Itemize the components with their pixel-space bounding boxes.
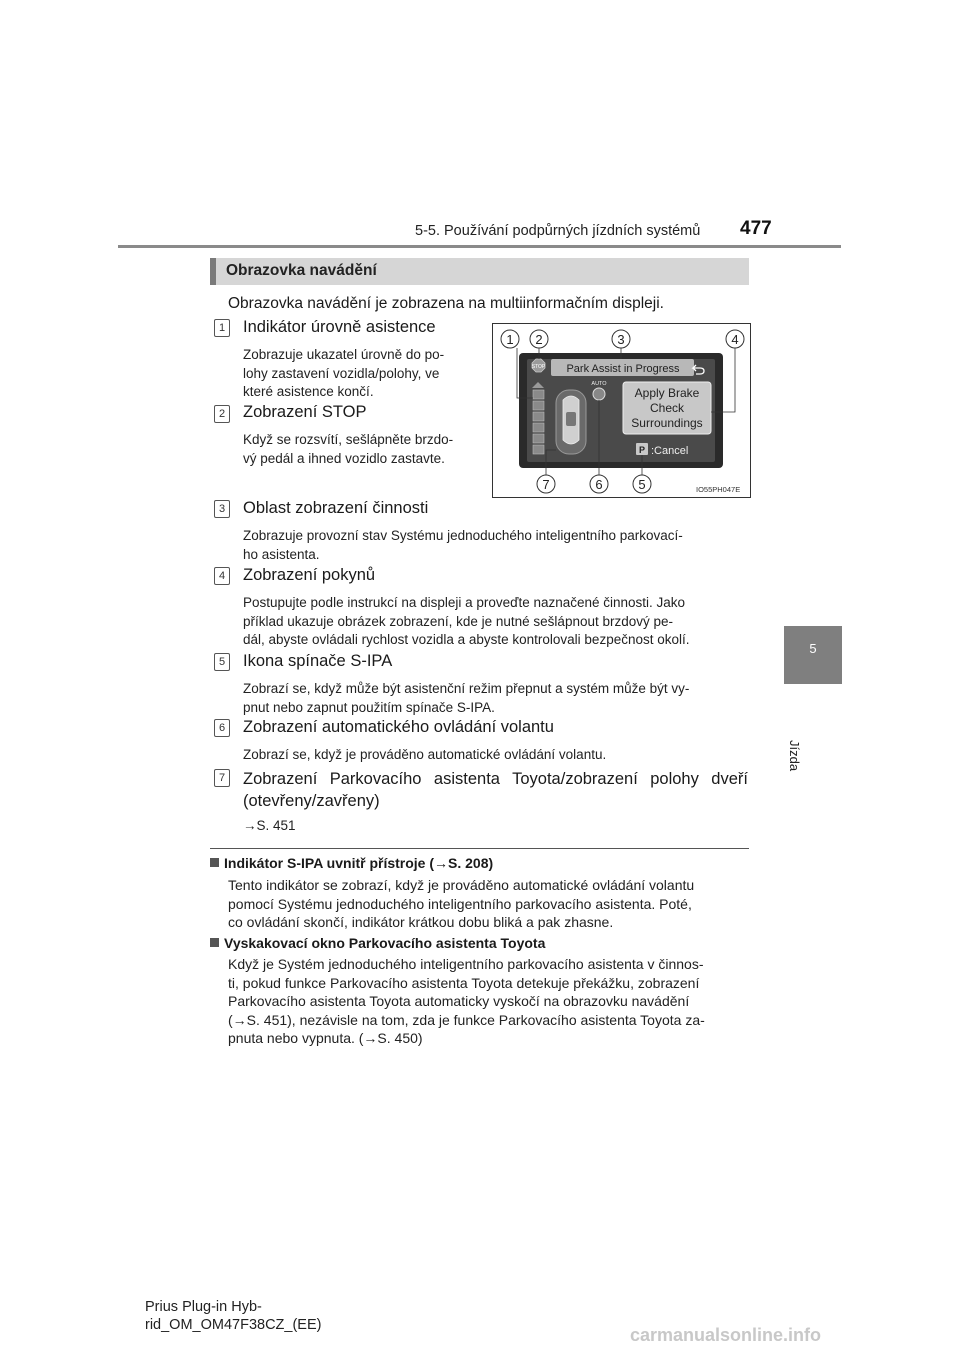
item-title: Zobrazení automatického ovládání volantu bbox=[243, 718, 554, 736]
item-title: Oblast zobrazení činnosti bbox=[243, 499, 429, 517]
item-title: Indikátor úrovně asistence bbox=[243, 318, 436, 336]
svg-text:2: 2 bbox=[535, 332, 543, 347]
note-body: Když je Systém jednoduchého inteligentního parkovacího asistenta v činnos- ti, pokud funkce Parkovacího asistenta Toyota detekuje překážku, zobrazení Parkovacího asistenta Toyota automaticky vyskočí na obrazovku navádění (→S. 451), nezávisle na tom, zda je funkce Parkovacího asistenta Toyota za- pnuta nebo vypnuta. (→S. 450) bbox=[228, 956, 705, 1046]
item-description: Zobrazuje ukazatel úrovně do po- lohy zastavení vozidla/polohy, ve které asistence končí. bbox=[243, 347, 445, 399]
header-rule bbox=[118, 245, 841, 248]
auto-label: AUTO bbox=[591, 381, 607, 387]
item-description: Když se rozsvítí, sešlápněte brzdo- vý pedál a ihned vozidlo zastavte. bbox=[243, 432, 454, 466]
item-number-badge: 4 bbox=[214, 567, 230, 585]
item-description: Zobrazí se, když může být asistenční režim přepnut a systém může být vy- pnut nebo zapnut použitím spínače S-IPA. bbox=[243, 681, 690, 715]
watermark: carmanualsonline.info bbox=[630, 1325, 822, 1345]
chapter-tab bbox=[784, 626, 842, 684]
item-number-badge: 5 bbox=[214, 653, 230, 671]
note-heading: Indikátor S-IPA uvnitř přístroje (→S. 208) bbox=[210, 855, 493, 871]
svg-text:6: 6 bbox=[595, 477, 603, 492]
section-title: Obrazovka navádění bbox=[226, 262, 377, 279]
note-heading: Vyskakovací okno Parkovacího asistenta Toyota bbox=[210, 935, 545, 951]
item-description: Postupujte podle instrukcí na displeji a proveďte naznačené činnosti. Jako příklad ukazuje obrázek zobrazení, kde je nutné sešlápnout brzdový pe- dál, abyste ovládali rychlost vozidla a abyste kontrolovali bezpečnost okolí. bbox=[243, 595, 690, 647]
message-line-2: Check bbox=[649, 401, 685, 415]
status-bar-text: Park Assist in Progress bbox=[566, 363, 680, 375]
item-number-badge: 6 bbox=[214, 719, 230, 737]
item-description: Zobrazí se, když je prováděno automatické ovládání volantu. bbox=[243, 747, 607, 762]
section-intro: Obrazovka navádění je zobrazena na multiinformačním displeji. bbox=[228, 295, 664, 312]
stop-text: STOP bbox=[531, 364, 546, 370]
svg-text:5: 5 bbox=[638, 477, 646, 492]
svg-text:3: 3 bbox=[617, 332, 625, 347]
item-number-badge: 7 bbox=[214, 769, 230, 787]
item-number-badge: 3 bbox=[214, 500, 230, 518]
guidance-screen-illustration bbox=[493, 324, 750, 497]
section-title-bar bbox=[210, 258, 749, 285]
message-line-1: Apply Brake bbox=[634, 386, 700, 400]
section-divider bbox=[210, 848, 749, 849]
item-description: Zobrazuje provozní stav Systému jednoduchého inteligentního parkovací- ho asistenta. bbox=[243, 528, 683, 562]
guidance-screen-figure bbox=[492, 323, 751, 498]
chapter-label-box bbox=[787, 690, 838, 772]
item-number-badge: 1 bbox=[214, 319, 230, 337]
figure-code: IO55PH047E bbox=[696, 485, 741, 494]
steering-wheel-icon bbox=[593, 388, 605, 400]
chapter-label: Jízda bbox=[787, 740, 802, 772]
item-title: Zobrazení STOP bbox=[243, 403, 367, 421]
footer-document-id: Prius Plug-in Hyb- rid_OM_OM47F38CZ_(EE) bbox=[145, 1299, 322, 1333]
running-header: 5-5. Používání podpůrných jízdních systémů bbox=[415, 223, 701, 239]
note-body: Tento indikátor se zobrazí, když je prováděno automatické ovládání volantu pomocí Systému jednoduchého inteligentního parkovacího asistenta. Poté, co ovládání skončí, indikátor krátkou dobu bliká a pak zhasne. bbox=[228, 877, 695, 930]
chapter-number: 5 bbox=[809, 641, 817, 656]
message-line-3: Surroundings bbox=[631, 416, 703, 430]
item-number-badge: 2 bbox=[214, 405, 230, 423]
car-roof bbox=[566, 412, 576, 426]
note-bullet-icon bbox=[210, 858, 219, 867]
item-title: Zobrazení pokynů bbox=[243, 566, 376, 584]
svg-text:4: 4 bbox=[731, 332, 739, 347]
item-title: Ikona spínače S-IPA bbox=[243, 652, 393, 670]
svg-text:1: 1 bbox=[506, 332, 514, 347]
page-number: 477 bbox=[740, 218, 772, 239]
cancel-text: :Cancel bbox=[651, 445, 689, 457]
item-title: Zobrazení Parkovacího asistenta Toyota/zobrazení polohy dveří (otevřeny/zavřeny) bbox=[243, 770, 748, 810]
item-description: →S. 451 bbox=[243, 818, 296, 833]
sipa-p-text: P bbox=[638, 445, 646, 455]
note-bullet-icon bbox=[210, 938, 219, 947]
svg-text:7: 7 bbox=[542, 477, 550, 492]
